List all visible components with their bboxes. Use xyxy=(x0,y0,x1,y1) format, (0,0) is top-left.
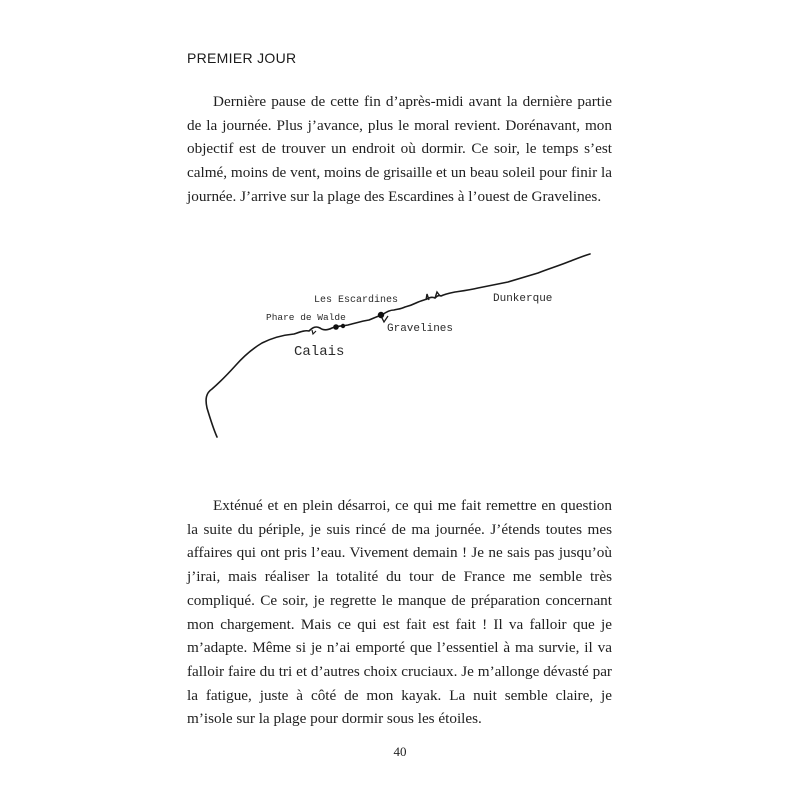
page-number: 40 xyxy=(393,744,407,759)
calais-dot xyxy=(341,324,345,328)
chapter-title: PREMIER JOUR xyxy=(187,50,297,66)
paragraph-1: Dernière pause de cette fin d’après-midi avant la dernière partie de la journée. Plus j’avance, plus le moral revient. Dorénavant, mon objectif est de trouver un endroit où dormir. Ce soir, le temps s’est calmé, moins de vent, moins de grisaille et un beau soleil pour finir la journée. J’arrive sur la plage des Escardines à l’ouest de Gravelines. xyxy=(187,93,612,205)
label-calais: Calais xyxy=(294,344,345,360)
phare-de-walde-dot xyxy=(333,324,339,330)
coast-detail-2 xyxy=(435,292,440,298)
coast-detail-3 xyxy=(312,330,316,334)
label-gravelines: Gravelines xyxy=(387,323,454,335)
paragraph-2: Exténué et en plein désarroi, ce qui me fait remettre en question la suite du périple, je suis rincé de ma journée. J’étends toutes mes affaires qui ont pris l’eau. Vivement demain ! Je ne sais pas jusqu’où j’irai, mais réaliser la totalité du tour de France me semble très compliqué. Ce soir, je regrette le manque de préparation concernant mon chargement. Mais ce qui est fait est fait ! Il va falloir que je m’adapte. Même si je n’ai emporté que l’essentiel à ma survie, il va falloir faire du tri et d’autres choix cruciaux. Je m’allonge dévasté par la fatigue, juste à côté de mon kayak. La nuit semble claire, je m’isole sur la plage pour dormir sous les étoiles. xyxy=(187,497,612,728)
label-les-escardines: Les Escardines xyxy=(314,295,399,306)
gravelines-dot xyxy=(378,312,384,318)
label-dunkerque: Dunkerque xyxy=(493,293,553,305)
label-phare-de-walde: Phare de Walde xyxy=(266,312,346,323)
coastline-path xyxy=(206,254,590,437)
